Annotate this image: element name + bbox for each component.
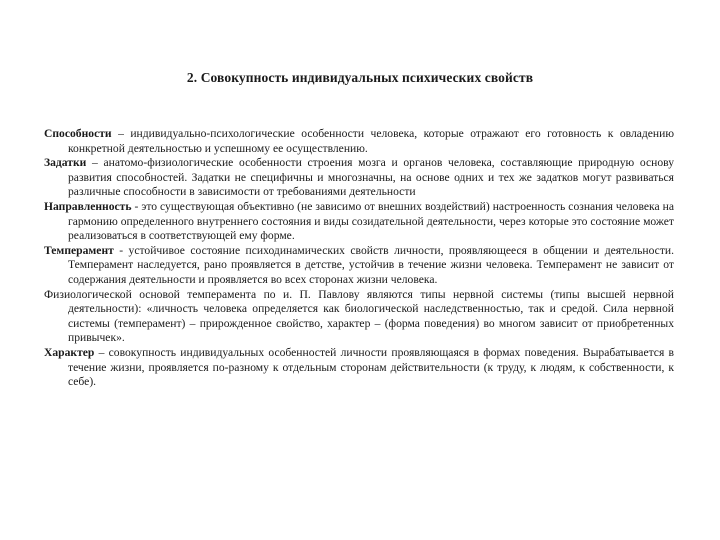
- definition-physiological-basis: Физиологической основой темперамента по и. П. Павлову являются типы нервной системы (типы высшей нервной деятельности): «личность человека определяется как биологической наследственностью, так и средой. Сила нервной системы (темперамент) – прирожденное свойство, характер – (форма поведения) во многом зависит от приобретенных привычек».: [44, 287, 674, 345]
- slide-title: 2. Совокупность индивидуальных психических свойств: [186, 70, 534, 85]
- definition-inclinations: – анатомо-физиологические особенности строения мозга и органов человека, составляющие природную основу развития способностей. Задатки не специфичны и многозначны, на основе одних и тех же задатков могут развиваться различные способности в зависимости от требованиями деятельности: [68, 156, 674, 199]
- slide-body: [44, 127, 674, 390]
- definition-temperament: - устойчивое состояние психодинамических свойств личности, проявляющееся в общении и деятельности. Темперамент наследуется, рано проявляется в детстве, устойчив в течение жизни человека. Темперамент не зависит от содержания деятельности и проявляется во всех сторонах жизни человека.: [68, 243, 674, 286]
- term-abilities: Способности: [44, 127, 112, 140]
- term-inclinations: Задатки: [44, 156, 87, 170]
- paragraph-physiological-basis: [44, 288, 674, 346]
- term-orientation: Направленность: [44, 199, 132, 213]
- paragraph-orientation: [44, 200, 674, 244]
- term-temperament: Темперамент: [44, 243, 114, 257]
- paragraph-inclinations: [44, 156, 674, 200]
- definition-character: – совокупность индивидуальных особенностей личности проявляющаяся в формах поведения. Вырабатывается в течение жизни, проявляется по-разному к отдельным сторонам действительности (к труду, к людям, к собственности, к себе).: [68, 345, 674, 389]
- definition-orientation: - это существующая объективно (не зависимо от внешних воздействий) настроенность сознания человека на гармонию определенного внутреннего состояния и виды созидательной деятельности, через которые это состояние может реализоваться в соответствующей ему форме.: [68, 199, 674, 243]
- paragraph-abilities: [44, 127, 674, 156]
- paragraph-temperament: [44, 244, 674, 288]
- paragraph-character: [44, 346, 674, 390]
- definition-abilities: – индивидуально-психологические особенности человека, которые отражают его готовность к овладению конкретной деятельностью и успешному ее осуществлению.: [68, 127, 674, 155]
- term-character: Характер: [44, 345, 95, 359]
